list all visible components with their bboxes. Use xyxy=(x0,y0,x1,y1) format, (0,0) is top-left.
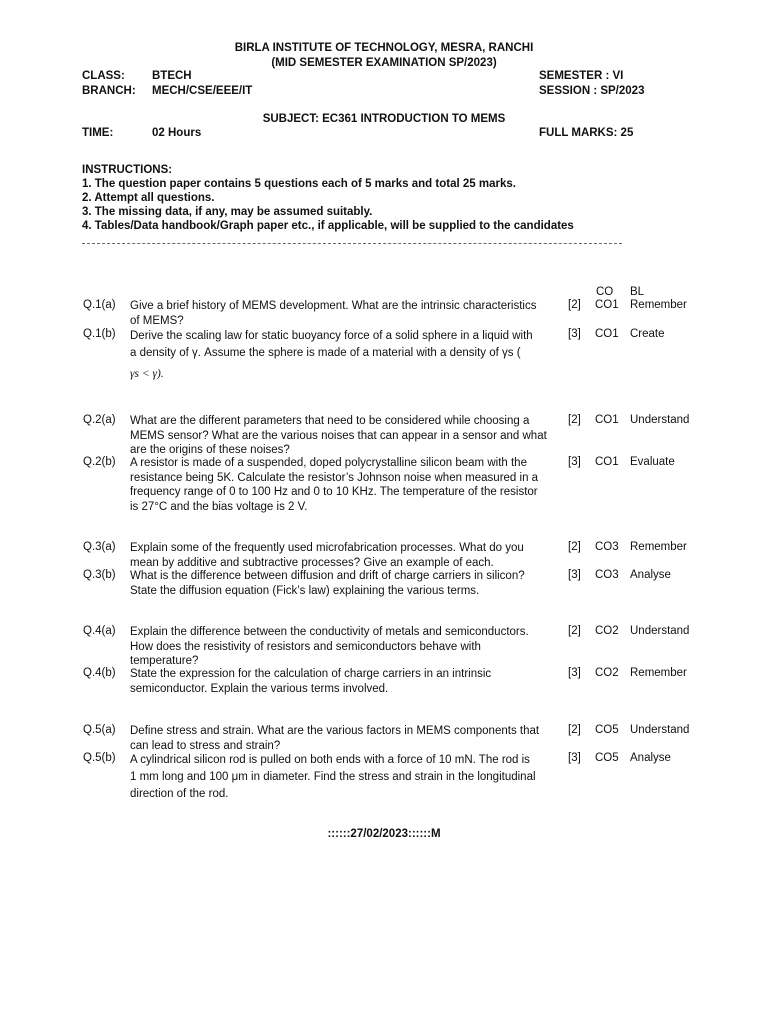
question-bl: Remember xyxy=(630,667,687,679)
question-bl: Understand xyxy=(630,724,690,736)
question-line: a density of γ. Assume the sphere is made of a material with a density of γs ( xyxy=(130,347,521,359)
question-id: Q.3(b) xyxy=(83,569,116,581)
question-id: Q.4(a) xyxy=(83,625,116,637)
question-bl: Understand xyxy=(630,414,690,426)
question-marks: [2] xyxy=(568,625,581,637)
class-value: BTECH xyxy=(152,70,192,82)
question-line: resistance being 5K. Calculate the resistor’s Johnson noise when measured in a xyxy=(130,471,539,484)
subject: SUBJECT: EC361 INTRODUCTION TO MEMS xyxy=(262,113,506,125)
question-co: CO5 xyxy=(595,752,619,764)
question-bl: Analyse xyxy=(630,569,671,581)
question-line: of MEMS? xyxy=(130,314,184,327)
question-line: State the diffusion equation (Fick’s law) explaining the various terms. xyxy=(130,584,480,597)
full-marks: FULL MARKS: 25 xyxy=(539,127,634,139)
footer-date: ::::::27/02/2023::::::M xyxy=(327,828,441,840)
question-id: Q.3(a) xyxy=(83,541,116,553)
bl-column-header: BL xyxy=(630,286,645,298)
question-text xyxy=(130,456,556,514)
instruction-item: 4. Tables/Data handbook/Graph paper etc., if applicable, will be supplied to the candidates xyxy=(82,220,574,232)
question-line: can lead to stress and strain? xyxy=(130,739,281,752)
question-co: CO5 xyxy=(595,724,619,736)
question-line: direction of the rod. xyxy=(130,788,229,800)
semester: SEMESTER : VI xyxy=(539,70,624,82)
question-id: Q.2(a) xyxy=(83,414,116,426)
question-id: Q.2(b) xyxy=(83,456,116,468)
question-id: Q.1(b) xyxy=(83,328,116,340)
question-line: is 27°C and the bias voltage is 2 V. xyxy=(130,500,308,513)
question-marks: [2] xyxy=(568,724,581,736)
question-co: CO3 xyxy=(595,541,619,553)
co-column-header: CO xyxy=(596,286,614,298)
instructions-title: INSTRUCTIONS: xyxy=(82,164,173,176)
class-label: CLASS: xyxy=(82,70,125,82)
question-text xyxy=(130,752,556,803)
time-label: TIME: xyxy=(82,127,114,139)
question-bl: Remember xyxy=(630,541,687,553)
question-co: CO3 xyxy=(595,569,619,581)
exam-title: (MID SEMESTER EXAMINATION SP/2023) xyxy=(271,57,497,69)
instruction-item: 1. The question paper contains 5 questions each of 5 marks and total 25 marks. xyxy=(82,178,516,190)
question-co: CO1 xyxy=(595,328,619,340)
question-bl: Evaluate xyxy=(630,456,675,468)
question-bl: Analyse xyxy=(630,752,671,764)
question-bl: Create xyxy=(630,328,665,340)
question-line: semiconductor. Explain the various terms involved. xyxy=(130,682,389,695)
question-co: CO1 xyxy=(595,299,619,311)
question-marks: [3] xyxy=(568,667,581,679)
question-line: What is the difference between diffusion and drift of charge carriers in silicon? xyxy=(130,570,525,582)
dashed-divider xyxy=(82,243,622,244)
question-line: A resistor is made of a suspended, doped polycrystalline silicon beam with the xyxy=(130,457,527,469)
question-text xyxy=(130,328,556,383)
question-line: Explain some of the frequently used microfabrication processes. What do you xyxy=(130,542,524,554)
question-id: Q.5(a) xyxy=(83,724,116,736)
question-text xyxy=(130,414,556,458)
question-line: temperature? xyxy=(130,655,199,667)
question-text xyxy=(130,667,556,696)
question-line: γs < γ). xyxy=(130,368,164,380)
question-text xyxy=(130,299,556,328)
question-co: CO1 xyxy=(595,456,619,468)
session: SESSION : SP/2023 xyxy=(539,85,645,97)
question-line: Give a brief history of MEMS development. What are the intrinsic characteristics xyxy=(130,300,537,312)
question-co: CO2 xyxy=(595,667,619,679)
instruction-item: 2. Attempt all questions. xyxy=(82,192,215,204)
question-line: State the expression for the calculation of charge carriers in an intrinsic xyxy=(130,668,492,680)
branch-value: MECH/CSE/EEE/IT xyxy=(152,85,253,97)
question-co: CO1 xyxy=(595,414,619,426)
question-line: A cylindrical silicon rod is pulled on both ends with a force of 10 mN. The rod is xyxy=(130,754,530,766)
question-line: How does the resistivity of resistors and semiconductors behave with xyxy=(130,640,481,653)
question-marks: [2] xyxy=(568,414,581,426)
question-text xyxy=(130,625,556,669)
question-line: Explain the difference between the conductivity of metals and semiconductors. xyxy=(130,626,529,638)
question-text xyxy=(130,724,556,753)
question-line: Define stress and strain. What are the various factors in MEMS components that xyxy=(130,725,540,737)
instruction-item: 3. The missing data, if any, may be assumed suitably. xyxy=(82,206,373,218)
question-marks: [3] xyxy=(568,569,581,581)
question-marks: [2] xyxy=(568,299,581,311)
question-bl: Understand xyxy=(630,625,690,637)
question-marks: [2] xyxy=(568,541,581,553)
question-co: CO2 xyxy=(595,625,619,637)
question-line: frequency range of 0 to 100 Hz and 0 to 10 KHz. The temperature of the resistor xyxy=(130,486,538,498)
question-id: Q.1(a) xyxy=(83,299,116,311)
branch-label: BRANCH: xyxy=(82,85,136,97)
question-id: Q.4(b) xyxy=(83,667,116,679)
question-line: MEMS sensor? What are the various noises that can appear in a sensor and what xyxy=(130,429,547,442)
question-id: Q.5(b) xyxy=(83,752,116,764)
question-line: are the origins of these noises? xyxy=(130,444,290,456)
question-marks: [3] xyxy=(568,328,581,340)
question-marks: [3] xyxy=(568,456,581,468)
question-line: Derive the scaling law for static buoyancy force of a solid sphere in a liquid with xyxy=(130,330,533,342)
question-text xyxy=(130,541,556,570)
question-marks: [3] xyxy=(568,752,581,764)
time-value: 02 Hours xyxy=(152,127,202,139)
question-line: 1 mm long and 100 μm in diameter. Find the stress and strain in the longitudinal xyxy=(130,771,536,783)
question-line: What are the different parameters that need to be considered while choosing a xyxy=(130,415,530,427)
question-line: mean by additive and subtractive processes? Give an example of each. xyxy=(130,556,494,569)
question-text xyxy=(130,569,556,598)
question-bl: Remember xyxy=(630,299,687,311)
institute-name: BIRLA INSTITUTE OF TECHNOLOGY, MESRA, RANCHI xyxy=(234,42,534,54)
